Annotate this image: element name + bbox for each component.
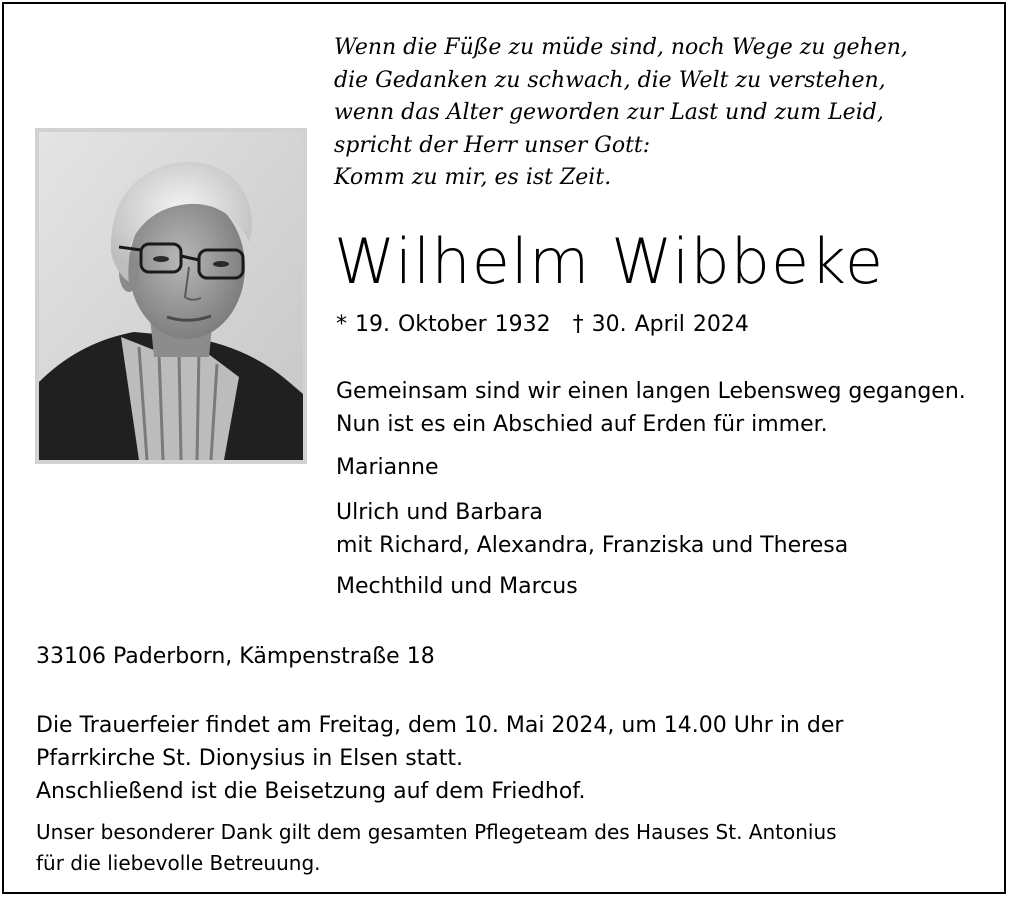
funeral-line: Pfarrkirche St. Dionysius in Elsen statt.	[36, 746, 464, 771]
funeral-line: Anschließend ist die Beisetzung auf dem Friedhof.	[36, 779, 586, 804]
thanks-line: Unser besonderer Dank gilt dem gesamten Pflegeteam des Hauses St. Antonius	[36, 820, 837, 844]
mourner-line: mit Richard, Alexandra, Franziska und Theresa	[336, 532, 849, 558]
poem-line: Komm zu mir, es ist Zeit.	[334, 165, 612, 190]
poem-line: die Gedanken zu schwach, die Welt zu verstehen,	[334, 67, 886, 93]
farewell-message	[336, 376, 966, 441]
birth-date: * 19. Oktober 1932	[336, 312, 551, 337]
poem-line: Wenn die Füße zu müde sind, noch Wege zu gehen,	[334, 35, 908, 60]
obituary-frame	[2, 2, 1006, 894]
poem	[334, 32, 954, 195]
poem-line: wenn das Alter geworden zur Last und zum Leid,	[334, 100, 884, 125]
life-dates	[336, 310, 749, 340]
thanks-line: für die liebevolle Betreuung.	[36, 851, 321, 875]
message-line: Nun ist es ein Abschied auf Erden für immer.	[336, 411, 828, 437]
funeral-info	[36, 709, 843, 808]
mourner-family-ulrich	[336, 497, 848, 562]
message-line: Gemeinsam sind wir einen langen Lebensweg gegangen.	[336, 379, 966, 404]
poem-line: spricht der Herr unser Gott:	[334, 132, 651, 158]
portrait-illustration	[39, 132, 303, 460]
mourner-marianne: Marianne	[336, 455, 439, 480]
portrait-photo	[35, 128, 307, 464]
thanks-note	[36, 817, 837, 879]
funeral-line: Die Trauerfeier findet am Freitag, dem 10. Mai 2024, um 14.00 Uhr in der	[36, 713, 844, 738]
mourner-line: Ulrich und Barbara	[336, 500, 543, 525]
mourner-mechthild: Mechthild und Marcus	[336, 574, 578, 599]
deceased-name: Wilhelm Wibbeke	[334, 225, 885, 298]
death-date: † 30. April 2024	[572, 312, 749, 337]
address: 33106 Paderborn, Kämpenstraße 18	[36, 644, 435, 669]
